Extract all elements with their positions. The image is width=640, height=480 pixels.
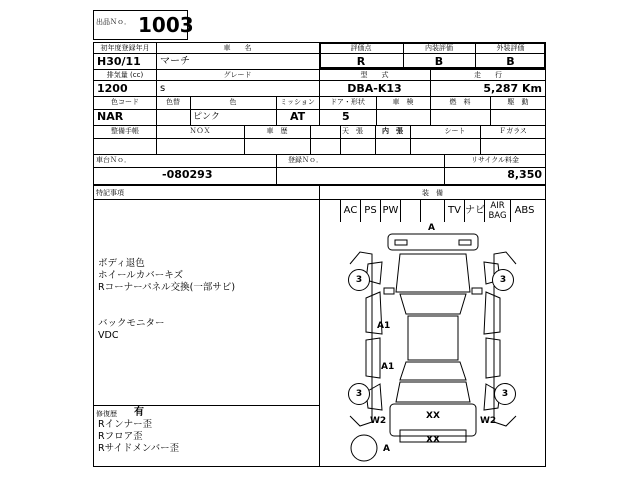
special-note-item: Rコーナーパネル交換(一部サビ) bbox=[98, 282, 236, 293]
f-glass-label: Ｆガラス bbox=[499, 127, 527, 135]
equipment-item: PS bbox=[360, 200, 380, 222]
history-label: 車 歴 bbox=[266, 127, 288, 135]
drive-label: 駆 動 bbox=[507, 98, 529, 106]
repair-notes-list bbox=[98, 419, 318, 464]
nox-label: ＮＯＸ bbox=[189, 127, 211, 135]
mileage-label: 走 行 bbox=[474, 71, 502, 79]
repair-label: 修復歴 bbox=[96, 410, 117, 418]
repair-note-item: Rインナー歪 bbox=[98, 419, 153, 430]
model-label: 型 式 bbox=[360, 71, 389, 79]
displacement-label: 排気量 (cc) bbox=[106, 71, 144, 79]
seat-label: シート bbox=[444, 127, 466, 135]
damage-mark: W2 bbox=[480, 416, 497, 426]
chassis-value: -080293 bbox=[162, 168, 213, 181]
year-value: H30/11 bbox=[97, 55, 141, 68]
special-note-item: バックモニター bbox=[98, 318, 165, 329]
mileage-value: 5,287 Km bbox=[483, 82, 542, 95]
lot-label: 出品Ｎｏ． bbox=[96, 18, 131, 26]
damage-mark: A1 bbox=[381, 362, 395, 372]
damage-mark: 3 bbox=[492, 269, 514, 291]
doors-value: 5 bbox=[342, 110, 350, 123]
grade-value: s bbox=[160, 83, 166, 94]
equipment-item: ABS bbox=[510, 200, 538, 222]
damage-mark: A bbox=[383, 444, 390, 454]
model-value: DBA-K13 bbox=[347, 82, 402, 95]
damage-mark: 3 bbox=[494, 383, 516, 405]
special-note-item: ホイールカバーキズ bbox=[98, 270, 184, 281]
repair-note-item: Rフロア歪 bbox=[98, 431, 143, 442]
score-value: R bbox=[356, 55, 366, 68]
damage-mark: XX bbox=[426, 411, 440, 421]
interior-label: 内装評価 bbox=[425, 44, 453, 52]
transmission-value: AT bbox=[290, 110, 306, 123]
damage-mark: W2 bbox=[370, 416, 387, 426]
color-change-label: 色替 bbox=[166, 98, 180, 106]
equipment-item: AC bbox=[340, 200, 360, 222]
car-name-label: 車 名 bbox=[223, 44, 252, 52]
maintenance-label: 整備手帳 bbox=[111, 127, 139, 135]
color-code-value: NAR bbox=[97, 110, 124, 123]
damage-mark: 3 bbox=[348, 269, 370, 291]
special-notes-list bbox=[98, 258, 318, 368]
equipment-label: 装 備 bbox=[422, 189, 443, 197]
damage-mark: A1 bbox=[377, 321, 391, 331]
equipment-item: PW bbox=[380, 200, 400, 222]
equipment-item bbox=[400, 200, 420, 222]
exterior-value: B bbox=[506, 55, 515, 68]
recycle-label: リサイクル料金 bbox=[470, 156, 520, 164]
doors-label: ドア・形状 bbox=[330, 98, 365, 106]
damage-mark: 3 bbox=[348, 383, 370, 405]
repair-note-item: Rサイドメンバー歪 bbox=[98, 443, 180, 454]
roof-label: 天 張 bbox=[342, 127, 363, 135]
damage-mark: A bbox=[428, 223, 435, 233]
chassis-label: 車台Ｎｏ． bbox=[96, 156, 131, 164]
damage-mark: XX bbox=[426, 435, 440, 445]
equipment-item bbox=[420, 200, 444, 222]
color-code-label: 色コード bbox=[111, 98, 139, 106]
special-notes-label: 特記事項 bbox=[96, 189, 124, 197]
fuel-label: 燃 料 bbox=[449, 98, 471, 106]
grade-label: グレード bbox=[223, 71, 252, 79]
recycle-value: 8,350 bbox=[507, 168, 542, 181]
car-name-value: マーチ bbox=[160, 56, 190, 67]
special-note-item: VDC bbox=[98, 330, 119, 341]
transmission-label: ミッション bbox=[280, 98, 315, 106]
equipment-row bbox=[340, 200, 546, 222]
color-value: ピンク bbox=[193, 112, 220, 122]
reg-label: 登録Ｎｏ． bbox=[288, 156, 323, 164]
interior-trim-label: 内 張 bbox=[382, 127, 403, 135]
exterior-label: 外装評価 bbox=[496, 44, 525, 52]
score-label: 評価点 bbox=[350, 44, 372, 52]
equipment-item: TV bbox=[444, 200, 464, 222]
equipment-item: ナビ bbox=[464, 200, 484, 222]
interior-value: B bbox=[434, 55, 444, 68]
car-diagram bbox=[320, 222, 546, 467]
repair-value: 有 bbox=[134, 407, 144, 418]
equipment-item: AIR BAG bbox=[484, 200, 510, 222]
displacement-value: 1200 bbox=[97, 82, 128, 95]
lot-number: 1003 bbox=[138, 13, 194, 37]
special-note-item: ボディ退色 bbox=[98, 258, 145, 269]
inspection-label: 車 検 bbox=[392, 98, 414, 106]
color-label: 色 bbox=[229, 98, 237, 106]
year-label: 初年度登録年月 bbox=[100, 44, 150, 52]
